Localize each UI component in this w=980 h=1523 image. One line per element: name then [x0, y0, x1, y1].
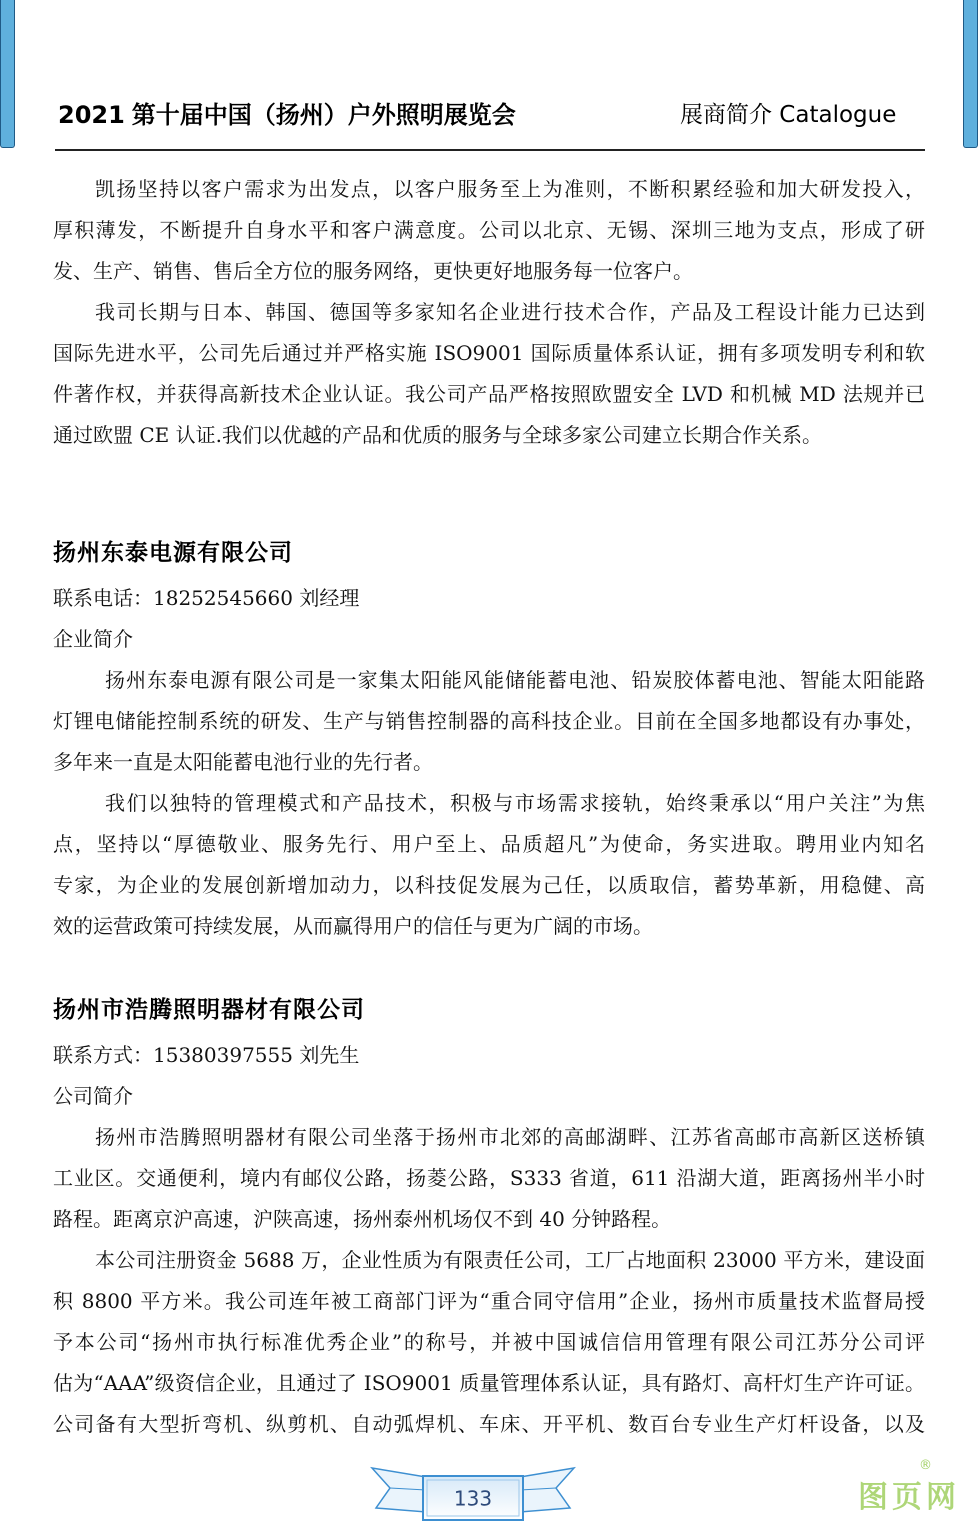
text-line: 通过欧盟 CE 认证.我们以优越的产品和优质的服务与全球多家公司建立长期合作关系。: [53, 423, 822, 447]
page-number-ribbon: [360, 1460, 590, 1522]
text-line: 厚积薄发，不断提升自身水平和客户满意度。公司以北京、无锡、深圳三地为支点，形成了研: [53, 218, 925, 242]
header-event: 第十届中国（扬州）户外照明展览会: [131, 101, 516, 129]
watermark-logo: 图页网: [858, 1480, 960, 1515]
paragraph: [53, 1240, 925, 1445]
right-edge-tab: [963, 0, 978, 148]
text-line: 灯锂电储能控制系统的研发、生产与销售控制器的高科技企业。目前在全国多地都设有办事处，: [53, 709, 925, 733]
profile-label: 企业简介: [53, 627, 133, 651]
paragraph: [53, 783, 925, 947]
text-line: 专家，为企业的发展创新增加动力，以科技促发展为己任，以质取信，蓄势革新，用稳健、高: [53, 873, 925, 897]
text-line: 件著作权，并获得高新技术企业认证。我公司产品严格按照欧盟安全 LVD 和机械 MD 法规并已: [53, 382, 925, 406]
text-line: 我们以独特的管理模式和产品技术，积极与市场需求接轨，始终秉承以“用户关注”为焦: [105, 791, 925, 815]
text-line: 凯扬坚持以客户需求为出发点，以客户服务至上为准则，不断积累经验和加大研发投入，: [95, 177, 925, 201]
text-line: 予本公司“扬州市执行标准优秀企业”的称号，并被中国诚信信用管理有限公司江苏分公司评: [53, 1330, 925, 1354]
company-name: 扬州市浩腾照明器材有限公司: [53, 997, 365, 1023]
header-year: 2021: [58, 101, 125, 129]
paragraph: [53, 1117, 925, 1240]
registered-mark: ®: [919, 1458, 932, 1473]
text-line: 多年来一直是太阳能蓄电池行业的先行者。: [53, 750, 433, 774]
header-divider: [55, 149, 925, 151]
text-line: 扬州东泰电源有限公司是一家集太阳能风能储能蓄电池、铅炭胶体蓄电池、智能太阳能路: [105, 668, 925, 692]
intro-text: [53, 169, 925, 456]
text-line: 估为“AAA”级资信企业，且通过了 ISO9001 质量管理体系认证，具有路灯、高杆灯生产许可证。: [53, 1371, 925, 1395]
text-line: 国际先进水平，公司先后通过并严格实施 ISO9001 国际质量体系认证，拥有多项发明专利和软: [53, 341, 925, 365]
page-number: 133: [453, 1486, 493, 1511]
text-line: 本公司注册资金 5688 万，企业性质为有限责任公司，工厂占地面积 23000 平方米，建设面: [95, 1248, 925, 1272]
paragraph: [53, 292, 925, 456]
paragraph: [53, 660, 925, 783]
text-line: 积 8800 平方米。我公司连年被工商部门评为“重合同守信用”企业，扬州市质量技术监督局授: [53, 1289, 925, 1313]
text-line: 扬州市浩腾照明器材有限公司坐落于扬州市北郊的高邮湖畔、江苏省高邮市高新区送桥镇: [95, 1125, 925, 1149]
company-name: 扬州东泰电源有限公司: [53, 540, 293, 566]
text-line: 效的运营政策可持续发展，从而赢得用户的信任与更为广阔的市场。: [53, 914, 653, 938]
header-section: 展商简介 Catalogue: [680, 102, 897, 128]
company-entry: [53, 533, 925, 947]
text-line: 路程。距离京沪高速，沪陕高速，扬州泰州机场仅不到 40 分钟路程。: [53, 1207, 672, 1231]
contact-line: 联系方式：15380397555 刘先生: [53, 1043, 360, 1067]
paragraph: [53, 169, 925, 292]
text-line: 公司备有大型折弯机、纵剪机、自动弧焊机、车床、开平机、数百台专业生产灯杆设备，以及: [53, 1412, 925, 1436]
left-edge-tab: [0, 0, 15, 148]
contact-line: 联系电话：18252545660 刘经理: [53, 586, 360, 610]
company-entry: [53, 990, 925, 1445]
text-line: 发、生产、销售、售后全方位的服务网络，更快更好地服务每一位客户。: [53, 259, 693, 283]
text-line: 工业区。交通便利，境内有邮仪公路，扬菱公路，S333 省道，611 沿湖大道，距离扬州半小时: [53, 1166, 925, 1190]
header-title: [58, 95, 516, 135]
profile-label: 公司简介: [53, 1084, 133, 1108]
text-line: 我司长期与日本、韩国、德国等多家知名企业进行技术合作，产品及工程设计能力已达到: [95, 300, 925, 324]
text-line: 点，坚持以“厚德敬业、服务先行、用户至上、品质超凡”为使命，务实进取。聘用业内知名: [53, 832, 925, 856]
